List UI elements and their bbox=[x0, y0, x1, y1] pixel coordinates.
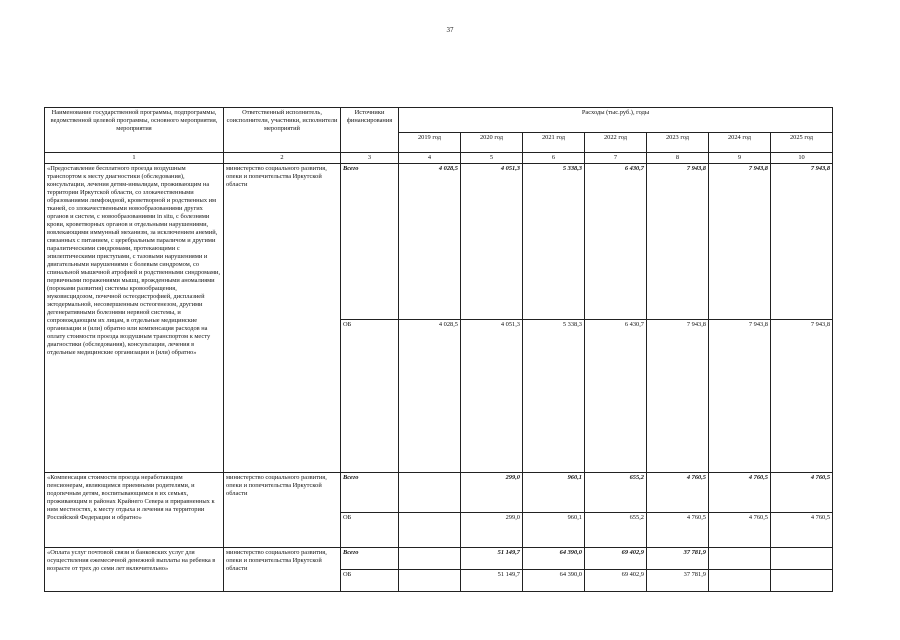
value-cell: 4 051,3 bbox=[461, 320, 523, 473]
column-index: 1 bbox=[45, 153, 224, 164]
value-cell bbox=[399, 548, 461, 570]
value-cell: 7 943,8 bbox=[709, 164, 771, 320]
value-cell: 4 051,3 bbox=[461, 164, 523, 320]
value-cell: 4 760,5 bbox=[709, 513, 771, 548]
value-cell bbox=[709, 570, 771, 592]
header-name: Наименование государственной программы, подпрограммы, ведомственной целевой программы, основного мероприятия, мероприятия bbox=[45, 108, 224, 153]
column-index: 4 bbox=[399, 153, 461, 164]
value-cell bbox=[399, 570, 461, 592]
source-ob: ОБ bbox=[341, 570, 399, 592]
measure-executor: министерство социального развития, опеки и попечительства Иркутской области bbox=[224, 473, 341, 548]
measure-executor: министерство социального развития, опеки и попечительства Иркутской области bbox=[224, 164, 341, 473]
measure-name: «Оплата услуг почтовой связи и банковских услуг для осуществления ежемесячной денежной выплаты на ребенка в возрасте от трех до семи лет включительно» bbox=[45, 548, 224, 592]
column-index: 5 bbox=[461, 153, 523, 164]
value-cell: 7 943,8 bbox=[771, 164, 833, 320]
header-year: 2024 год bbox=[709, 133, 771, 153]
header-expenses: Расходы (тыс.руб.), годы bbox=[399, 108, 833, 133]
value-cell: 655,2 bbox=[585, 473, 647, 513]
value-cell: 4 028,5 bbox=[399, 164, 461, 320]
value-cell: 7 943,8 bbox=[709, 320, 771, 473]
value-cell: 51 149,7 bbox=[461, 548, 523, 570]
value-cell: 51 149,7 bbox=[461, 570, 523, 592]
value-cell: 64 390,0 bbox=[523, 548, 585, 570]
header-year: 2022 год bbox=[585, 133, 647, 153]
value-cell: 655,2 bbox=[585, 513, 647, 548]
value-cell: 960,1 bbox=[523, 473, 585, 513]
source-total: Всего bbox=[341, 164, 399, 320]
value-cell: 6 430,7 bbox=[585, 320, 647, 473]
value-cell: 4 760,5 bbox=[771, 473, 833, 513]
header-year: 2025 год bbox=[771, 133, 833, 153]
source-ob: ОБ bbox=[341, 513, 399, 548]
column-index: 10 bbox=[771, 153, 833, 164]
value-cell: 64 390,0 bbox=[523, 570, 585, 592]
header-year: 2021 год bbox=[523, 133, 585, 153]
column-index: 8 bbox=[647, 153, 709, 164]
value-cell bbox=[771, 548, 833, 570]
column-index: 7 bbox=[585, 153, 647, 164]
value-cell: 960,1 bbox=[523, 513, 585, 548]
header-year: 2020 год bbox=[461, 133, 523, 153]
column-index: 6 bbox=[523, 153, 585, 164]
source-ob: ОБ bbox=[341, 320, 399, 473]
column-index: 9 bbox=[709, 153, 771, 164]
value-cell: 4 028,5 bbox=[399, 320, 461, 473]
column-index: 2 bbox=[224, 153, 341, 164]
value-cell bbox=[709, 548, 771, 570]
measure-name: «Предоставление бесплатного проезда воздушным транспортом к месту диагностики (обследования), консультации, лечения детям-инвалидам, проживающим на территории Иркутской области, со злокачественными образованиями лимфоидной, кроветворной и родственных им тканей, со злокачественными новообразованиями других органов и систем, с новообразованиями in situ, с болезнями крови, кроветворных органов и отдельными нарушениями, вовлекающими иммунный механизм, за исключением анемий, связанных с питанием, с церебральным параличом и другими паралитическими синдромами, протекающими с эпилептическими приступами, с тазовыми нарушениями и двигательными нарушениями с болевым синдромом, со спинальной мышечной атрофией и родственными синдромами, первичными поражениями мышц, врожденными аномалиями (пороками развития) системы кровообращения, муковисцидозом, почечной остеодистрофией, дисплазией эктодермальной, несовершенным остеогенезом, другими дегенеративными болезнями нервной системы, и сопровождающим их лицам, в отдельные медицинские организации и (или) обратно или компенсация расходов на оплату стоимости проезда воздушным транспортом к месту диагностики (обследования), консультации, лечения в отдельные медицинские организации и (или) обратно» bbox=[45, 164, 224, 473]
value-cell: 299,0 bbox=[461, 513, 523, 548]
value-cell: 37 781,9 bbox=[647, 548, 709, 570]
header-year: 2019 год bbox=[399, 133, 461, 153]
value-cell: 299,0 bbox=[461, 473, 523, 513]
value-cell: 7 943,8 bbox=[647, 164, 709, 320]
source-total: Всего bbox=[341, 473, 399, 513]
value-cell bbox=[399, 473, 461, 513]
value-cell: 69 402,9 bbox=[585, 570, 647, 592]
measure-name: «Компенсация стоимости проезда неработающим пенсионерам, являющимся приемными родителями, и подопечным детям, воспитывающимся в их семьях, проживающим в районах Крайнего Севера и приравненных к ним местностях, к месту отдыха и лечения на территории Российской Федерации и обратно» bbox=[45, 473, 224, 548]
value-cell: 4 760,5 bbox=[709, 473, 771, 513]
header-executor: Ответственный исполнитель, соисполнители, участники, исполнители мероприятий bbox=[224, 108, 341, 153]
source-total: Всего bbox=[341, 548, 399, 570]
value-cell: 5 338,3 bbox=[523, 164, 585, 320]
value-cell: 7 943,8 bbox=[771, 320, 833, 473]
value-cell: 6 430,7 bbox=[585, 164, 647, 320]
measure-executor: министерство социального развития, опеки и попечительства Иркутской области bbox=[224, 548, 341, 592]
page-number: 37 bbox=[446, 26, 454, 34]
value-cell: 5 338,3 bbox=[523, 320, 585, 473]
header-year: 2023 год bbox=[647, 133, 709, 153]
value-cell: 4 760,5 bbox=[647, 473, 709, 513]
value-cell: 7 943,8 bbox=[647, 320, 709, 473]
value-cell: 4 760,5 bbox=[647, 513, 709, 548]
value-cell: 4 760,5 bbox=[771, 513, 833, 548]
column-index: 3 bbox=[341, 153, 399, 164]
value-cell bbox=[771, 570, 833, 592]
value-cell bbox=[399, 513, 461, 548]
header-source: Источники финансирования bbox=[341, 108, 399, 153]
value-cell: 69 402,9 bbox=[585, 548, 647, 570]
value-cell: 37 781,9 bbox=[647, 570, 709, 592]
budget-table bbox=[44, 107, 833, 592]
